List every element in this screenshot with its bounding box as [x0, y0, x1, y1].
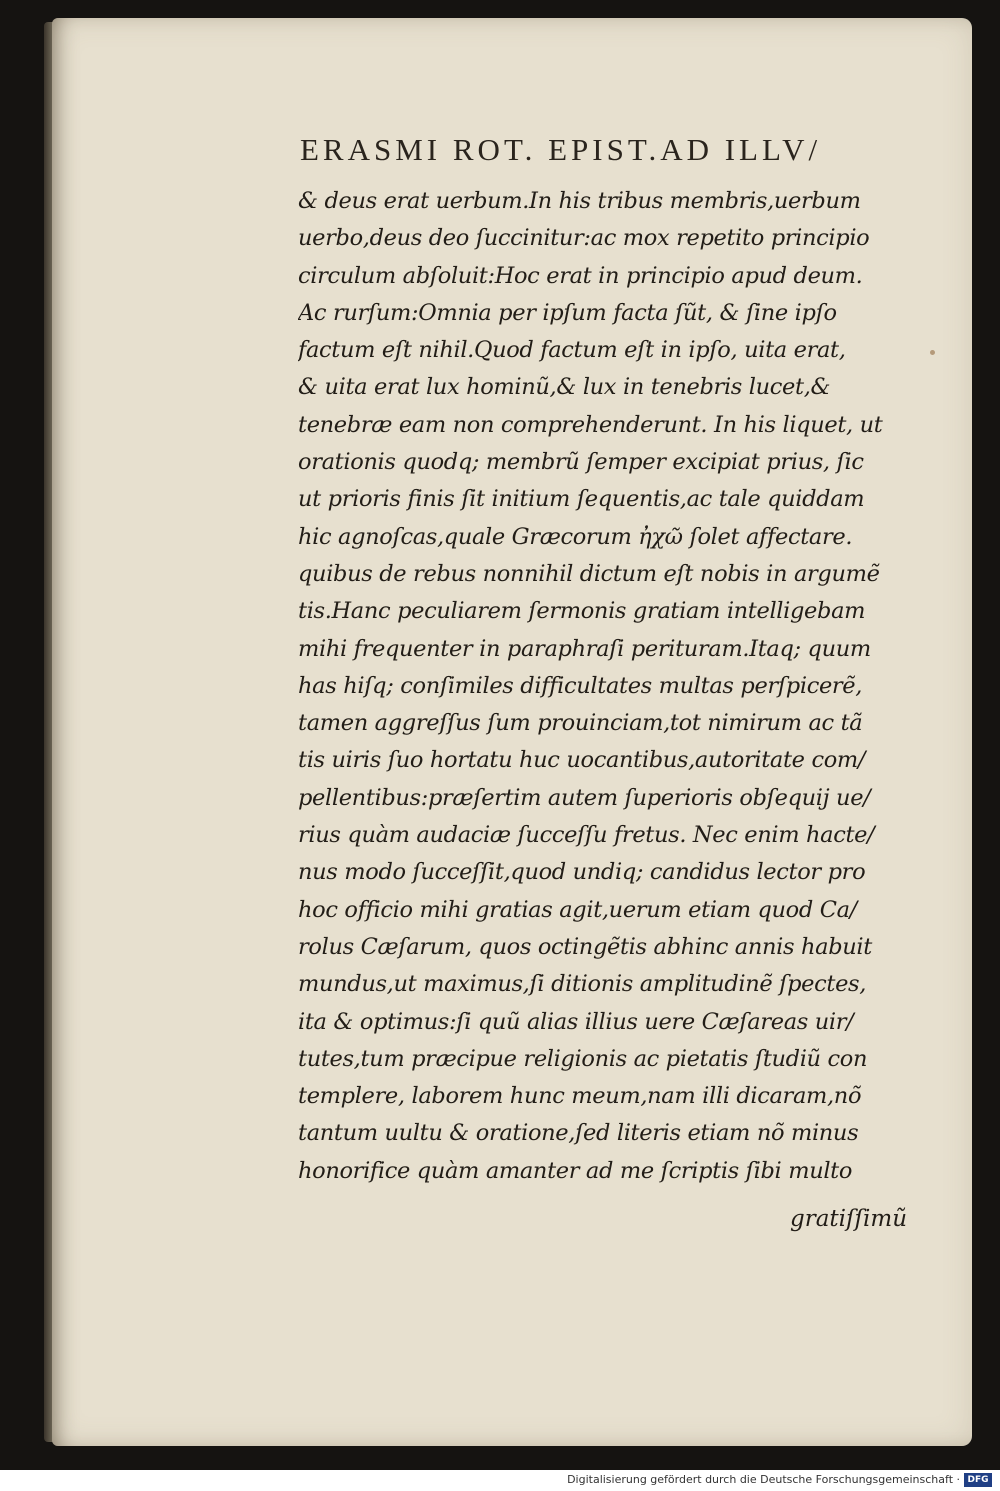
text-line: nus modo ſucceſſit,quod undiq; candidus lector pro	[298, 859, 866, 886]
text-line: rolus Cæſarum, quos octingẽtis abhinc annis habuit	[298, 933, 872, 960]
text-line: & deus erat uerbum.In his tribus membris,uerbum	[298, 188, 861, 214]
text-line: rius quàm audaciæ ſucceſſu fretus. Nec enim hacte/	[298, 822, 875, 849]
text-line: quibus de rebus nonnihil dictum eſt nobis in argumẽ	[298, 560, 880, 587]
text-line: templere, laborem hunc meum,nam illi dicaram,nõ	[298, 1083, 862, 1110]
funding-credit: Digitalisierung gefördert durch die Deutsche Forschungsgemeinschaft ·	[567, 1473, 960, 1486]
text-line: has hiſq; conſimiles difficultates multas perſpicerẽ,	[298, 672, 863, 699]
text-line: tantum uultu & oratione,ſed literis etiam nõ minus	[298, 1120, 859, 1147]
text-line: pellentibus:præſertim autem ſuperioris obſequij ue/	[298, 784, 871, 811]
running-head: ERASMI ROT. EPIST.AD ILLV/	[300, 132, 822, 167]
text-line: honorifice quàm amanter ad me ſcriptis ſibi multo	[298, 1157, 853, 1184]
text-line: tutes,tum præcipue religionis ac pietatis ſtudiũ con	[298, 1045, 868, 1072]
text-line: hic agnoſcas,quale Græcorum ἠχῶ ſolet affectare.	[298, 523, 853, 550]
text-line: & uita erat lux hominũ,& lux in tenebris lucet,&	[298, 374, 831, 401]
body-text	[298, 183, 938, 1190]
text-line: orationis quodq; membrũ ſemper excipiat prius, ſic	[298, 449, 864, 476]
text-line: tenebræ eam non comprehenderunt. In his liquet, ut	[298, 411, 883, 438]
text-line: tamen aggreſſus ſum prouinciam,tot nimirum ac tã	[298, 710, 863, 737]
text-line: tis.Hanc peculiarem ſermonis gratiam intelligebam	[298, 598, 866, 625]
text-line: ita & optimus:ſi quũ alias illius uere Cæſareas uir/	[298, 1008, 854, 1035]
text-line: tis uiris ſuo hortatu huc uocantibus,autoritate com/	[298, 747, 866, 774]
catchword: gratiſſimũ	[790, 1206, 908, 1232]
text-line: uerbo,deus deo ſuccinitur:ac mox repetito principio	[298, 225, 870, 252]
text-line: circulum abſoluit:Hoc erat in principio apud deum.	[298, 262, 863, 289]
footer-bar	[0, 1470, 1000, 1491]
text-line: factum eſt nihil.Quod factum eſt in ipſo, uita erat,	[298, 337, 846, 364]
text-line: ut prioris finis ſit initium ſequentis,ac tale quiddam	[298, 486, 865, 513]
dfg-logo: DFG	[964, 1473, 992, 1487]
page-stain	[930, 350, 935, 355]
text-line: mihi frequenter in paraphraſi perituram.Itaq; quum	[298, 635, 871, 662]
text-line: hoc officio mihi gratias agit,uerum etiam quod Ca/	[298, 896, 857, 923]
text-line: mundus,ut maximus,ſi ditionis amplitudinẽ ſpectes,	[298, 971, 867, 998]
text-line: Ac rurſum:Omnia per ipſum facta ſũt, & ſine ipſo	[298, 299, 837, 326]
